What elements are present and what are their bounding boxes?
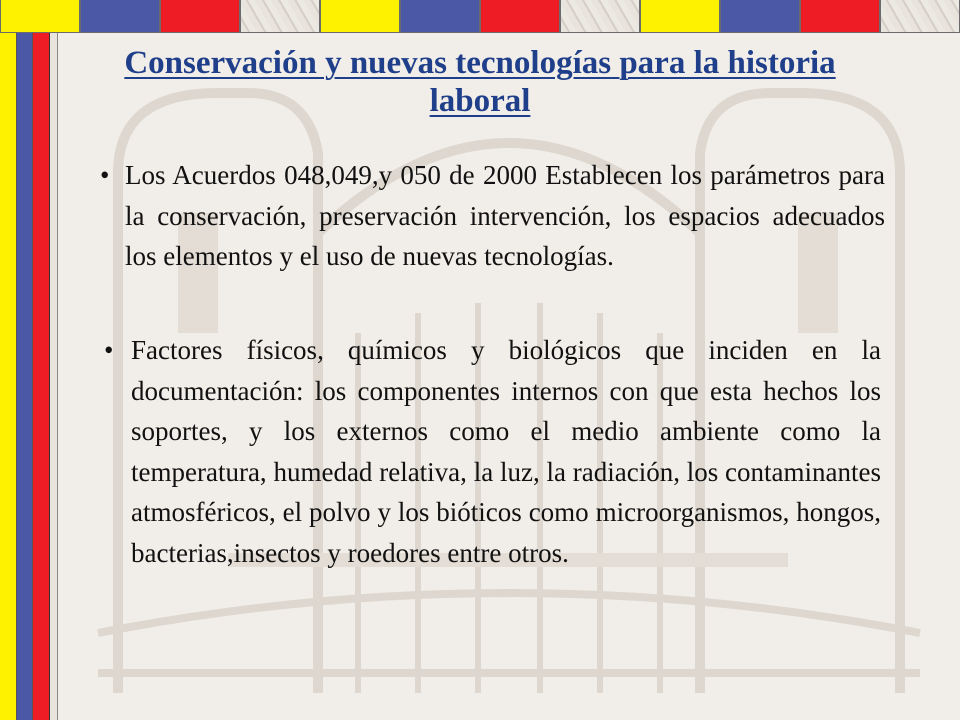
- strip-tile-pattern: [560, 0, 640, 33]
- top-decorative-strip: [0, 0, 960, 33]
- slide-title: Conservación y nuevas tecnologías para la historia laboral: [124, 45, 836, 119]
- flag-bar-edge: [50, 33, 58, 720]
- strip-tile-red: [800, 0, 880, 33]
- strip-tile-blue: [400, 0, 480, 33]
- strip-tile-yellow: [0, 0, 80, 33]
- bullet-text-factores: Factores físicos, químicos y biológicos que inciden en la documentación: los componentes internos con que esta hechos los soportes, y los externos como el medio ambiente como la temperatura, humedad relativa, la luz, la radiación, los contaminantes atmosféricos, el polvo y los bióticos como microorganismos, hongos, bacterias,insectos y roedores entre otros.: [131, 335, 881, 568]
- strip-tile-yellow: [640, 0, 720, 33]
- bullet-text-acuerdos: Los Acuerdos 048,049,y 050 de 2000 Establecen los parámetros para la conservación, preservación intervención, los espacios adecuados los elementos y el uso de nuevas tecnologías.: [125, 160, 885, 271]
- strip-tile-pattern: [880, 0, 960, 33]
- strip-tile-red: [480, 0, 560, 33]
- strip-tile-blue: [80, 0, 160, 33]
- strip-tile-yellow: [320, 0, 400, 33]
- strip-tile-blue: [720, 0, 800, 33]
- strip-tile-pattern: [240, 0, 320, 33]
- flag-bar-yellow: [0, 33, 17, 720]
- flag-bar-red: [33, 33, 50, 720]
- left-flag-bars: [0, 33, 58, 720]
- bullet-marker: •: [100, 160, 110, 190]
- bullet-marker: •: [104, 335, 114, 365]
- strip-tile-red: [160, 0, 240, 33]
- flag-bar-blue: [17, 33, 33, 720]
